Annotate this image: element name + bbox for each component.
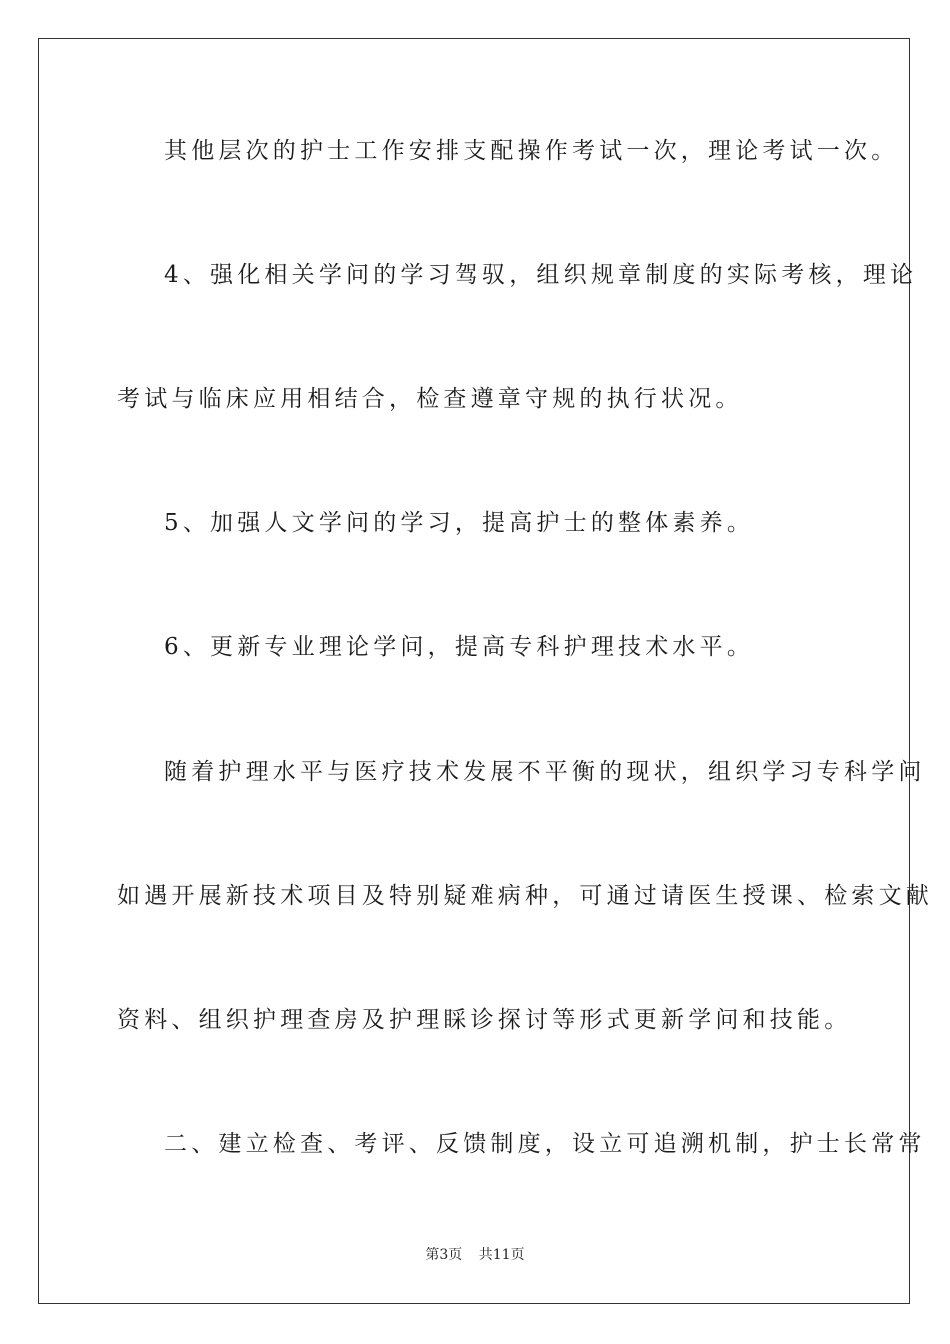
paragraph-line-4: 5、加强人文学问的学习，提高护士的整体素养。 bbox=[164, 510, 755, 536]
page-total: 共11页 bbox=[478, 1247, 525, 1263]
paragraph-line-6: 随着护理水平与医疗技术发展不平衡的现状，组织学习专科学问 bbox=[164, 759, 926, 785]
paragraph-line-2: 4、强化相关学问的学习驾驭，组织规章制度的实际考核，理论 bbox=[164, 262, 918, 288]
paragraph-line-8: 资料、组织护理查房及护理睬诊探讨等形式更新学问和技能。 bbox=[117, 1007, 852, 1033]
paragraph-line-1: 其他层次的护士工作安排支配操作考试一次，理论考试一次。 bbox=[164, 138, 899, 164]
paragraph-line-9: 二、建立检查、考评、反馈制度，设立可追溯机制，护士长常常 bbox=[164, 1131, 926, 1157]
paragraph-line-7: 如遇开展新技术项目及特别疑难病种，可通过请医生授课、检索文献 bbox=[117, 883, 933, 909]
page-footer bbox=[0, 1244, 950, 1264]
page-number: 第3页 bbox=[425, 1247, 463, 1263]
page-border bbox=[38, 38, 910, 1304]
paragraph-line-3: 考试与临床应用相结合，检查遵章守规的执行状况。 bbox=[117, 386, 743, 412]
paragraph-line-5: 6、更新专业理论学问，提高专科护理技术水平。 bbox=[164, 634, 755, 660]
